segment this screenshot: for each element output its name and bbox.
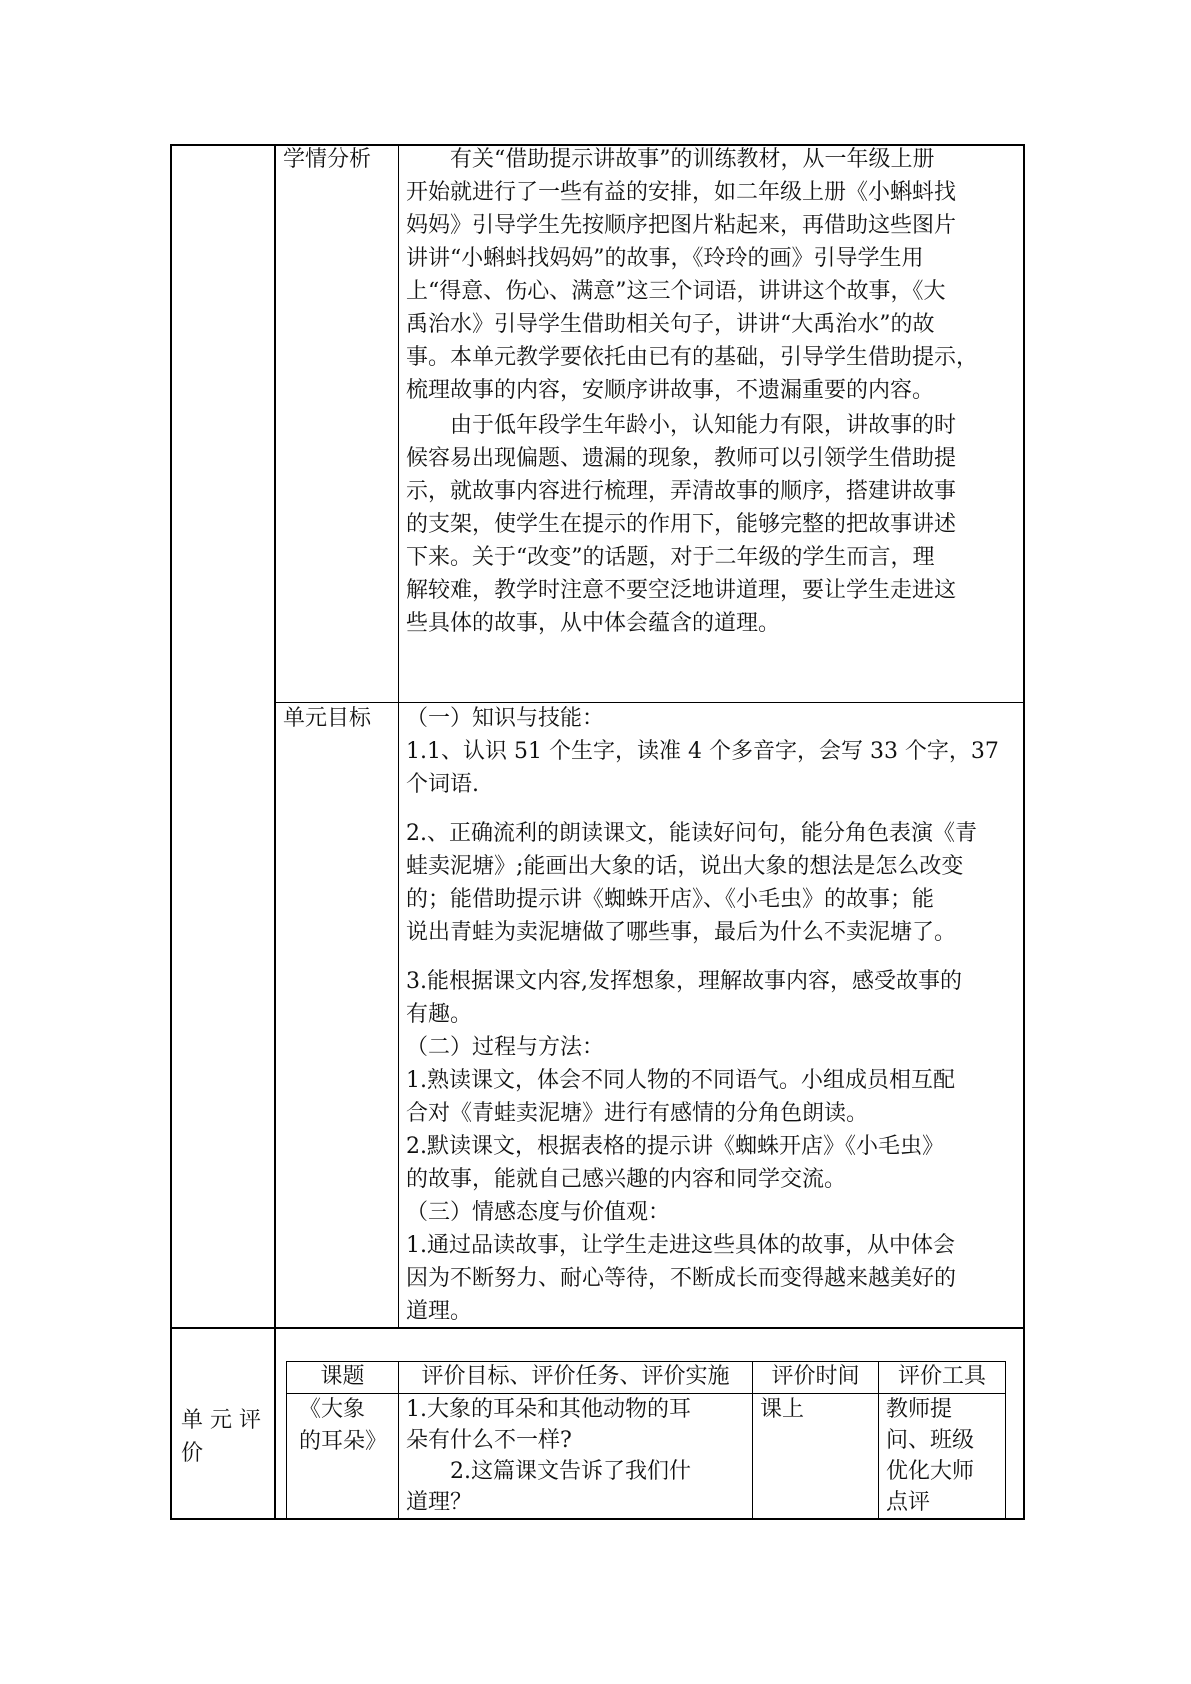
text-line: 道理？ — [406, 1490, 473, 1515]
table-left-border — [170, 144, 172, 1520]
row-time: 课上 — [760, 1397, 805, 1422]
text-line: 示，就故事内容进行梳理，弄清故事的顺序，搭建讲故事 — [406, 479, 957, 504]
text-line: 个词语. — [406, 772, 479, 797]
goals-label: 单元目标 — [283, 706, 372, 731]
goals-block-2 — [406, 817, 977, 949]
text-line: 的；能借助提示讲《蜘蛛开店》、《小毛虫》的故事；能 — [406, 887, 935, 912]
table-right-border — [1023, 144, 1025, 1520]
column-divider-2 — [398, 144, 399, 1328]
text-line: 点评 — [886, 1490, 931, 1515]
text-line: 由于低年段学生年龄小，认知能力有限，讲故事的时 — [406, 413, 957, 438]
text-line: 1.大象的耳朵和其他动物的耳 — [406, 1397, 691, 1422]
table-bottom-border — [171, 1518, 1025, 1520]
header-time: 评价时间 — [771, 1364, 860, 1389]
text-line: 梳理故事的内容，安顺序讲故事，不遗漏重要的内容。 — [406, 378, 935, 403]
text-line: 问、班级 — [886, 1428, 975, 1453]
analysis-label: 学情分析 — [283, 147, 372, 172]
column-divider-1 — [274, 144, 276, 1520]
analysis-paragraph-2 — [406, 409, 956, 640]
row-tool — [886, 1394, 974, 1518]
text-line: 上“得意、伤心、满意”这三个词语，讲讲这个故事，《大 — [406, 279, 946, 304]
goals-block-1 — [406, 702, 999, 801]
text-line: 1.熟读课文，体会不同人物的不同语气。小组成员相互配 — [406, 1068, 955, 1093]
text-line: （三）情感态度与价值观： — [406, 1200, 671, 1225]
text-line: 讲讲“小蝌蚪找妈妈”的故事，《玲玲的画》引导学生用 — [406, 246, 924, 271]
text-line: 禹治水》引导学生借助相关句子，讲讲“大禹治水”的故 — [406, 312, 935, 337]
text-line: 的耳朵》 — [299, 1429, 388, 1454]
text-line: 因为不断努力、耐心等待，不断成长而变得越来越美好的 — [406, 1266, 957, 1291]
text-line: 些具体的故事，从中体会蕴含的道理。 — [406, 611, 781, 636]
goals-block-3 — [406, 965, 962, 1328]
text-line: 2.、正确流利的朗读课文，能读好问句，能分角色表演《青 — [406, 821, 977, 846]
text-line: 有趣。 — [406, 1002, 473, 1027]
text-line: 妈妈》引导学生先按顺序把图片粘起来，再借助这些图片 — [406, 213, 957, 238]
text-line: 开始就进行了一些有益的安排，如二年级上册《小蝌蚪找 — [406, 180, 957, 205]
evaluation-label — [181, 1404, 261, 1470]
text-line: 解较难，教学时注意不要空泛地讲道理，要让学生走进这 — [406, 578, 957, 603]
text-line: 单 元 评 — [181, 1408, 261, 1433]
text-line: 2.默读课文，根据表格的提示讲《蜘蛛开店》《小毛虫》 — [406, 1134, 944, 1159]
text-line: （一）知识与技能： — [406, 706, 605, 731]
text-line: 朵有什么不一样? — [406, 1428, 572, 1453]
text-line: 教师提 — [886, 1397, 953, 1422]
text-line: 的支架，使学生在提示的作用下，能够完整的把故事讲述 — [406, 512, 957, 537]
text-line: 有关“借助提示讲故事”的训练教材，从一年级上册 — [406, 147, 935, 172]
text-line: 价 — [181, 1441, 204, 1466]
header-target: 评价目标、评价任务、评价实施 — [421, 1364, 730, 1389]
header-topic: 课题 — [320, 1364, 365, 1389]
text-line: 蛙卖泥塘》;能画出大象的话，说出大象的想法是怎么改变 — [406, 854, 964, 879]
text-line: 3.能根据课文内容,发挥想象，理解故事内容，感受故事的 — [406, 969, 962, 994]
text-line: 道理。 — [406, 1299, 473, 1324]
inner-table-right-border — [1005, 1361, 1006, 1518]
text-line: 的故事，能就自己感兴趣的内容和同学交流。 — [406, 1167, 847, 1192]
analysis-paragraph-1 — [406, 143, 978, 407]
text-line: 合对《青蛙卖泥塘》进行有感情的分角色朗读。 — [406, 1101, 869, 1126]
text-line: 说出青蛙为卖泥塘做了哪些事，最后为什么不卖泥塘了。 — [406, 920, 957, 945]
text-line: （二）过程与方法： — [406, 1035, 605, 1060]
header-tool: 评价工具 — [897, 1364, 986, 1389]
text-line: 2.这篇课文告诉了我们什 — [406, 1459, 691, 1484]
row-target — [406, 1394, 691, 1518]
row-topic — [299, 1394, 387, 1458]
text-line: 1.1、认识 51 个生字，读准 4 个多音字，会写 33 个字，37 — [406, 739, 999, 764]
text-line: 1.通过品读故事，让学生走进这些具体的故事，从中体会 — [406, 1233, 955, 1258]
text-line: 《大象 — [299, 1397, 366, 1422]
text-line: 事。本单元教学要依托由已有的基础，引导学生借助提示， — [406, 345, 979, 370]
text-line: 下来。关于“改变”的话题，对于二年级的学生而言，理 — [406, 545, 935, 570]
text-line: 候容易出现偏题、遗漏的现象，教师可以引领学生借助提 — [406, 446, 957, 471]
text-line: 优化大师 — [886, 1459, 975, 1484]
